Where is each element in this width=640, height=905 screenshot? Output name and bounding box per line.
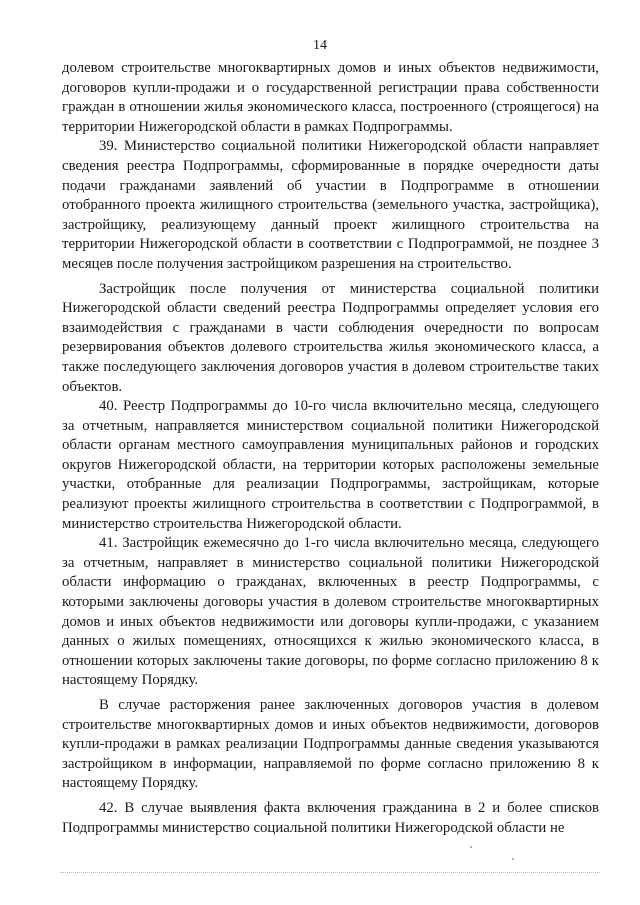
paragraph-39: 39. Министерство социальной политики Нижегородской области направляет сведения реестра Подпрограммы, сформированные в порядке очередности даты подачи гражданами заявлений об участии в Подпрограмме в отношении отобранного проекта жилищного строительства (земельного участка, застройщика), застройщику, реализующему данный проект жилищного строительства на территории Нижегородской области в соответствии с Подпрограммой, не позднее 3 месяцев после получения застройщиком разрешения на строительство. [62,138,599,272]
scan-artifact-line [60,872,600,873]
paragraph-42: 42. В случае выявления факта включения гражданина в 2 и более списков Подпрограммы министерство социальной политики Нижегородской области не [62,799,599,836]
scan-artifact-speck [470,846,472,848]
paragraph-40: 40. Реестр Подпрограммы до 10-го числа включительно месяца, следующего за отчетным, направляется министерством социальной политики Нижегородской области органам местного самоуправления муниципальных районов и городских округов Нижегородской области, на территории которых расположены земельные участки, отобранные для реализации Подпрограммы, застройщикам, которые реализуют проекты жилищного строительства в соответствии с Подпрограммой, в министерство строительства Нижегородской области. [62,398,599,532]
paragraph-developer-conditions: Застройщик после получения от министерства социальной политики Нижегородской области сведений реестра Подпрограммы определяет условия его взаимодействия с гражданами в части соблюдения очередности по вопросам резервирования объектов долевого строительства жилья экономического класса, а также последующего заключения договоров участия в долевом строительстве таких объектов. [62,280,599,395]
scan-artifact-speck [512,858,514,860]
paragraph-continuation: долевом строительстве многоквартирных домов и иных объектов недвижимости, договоров купли-продажи и о государственной регистрации права собственности граждан в отношении жилья экономического класса, построенного (строящегося) на территории Нижегородской области в рамках Подпрограммы. [62,60,599,135]
paragraph-contract-termination: В случае расторжения ранее заключенных договоров участия в долевом строительстве многоквартирных домов и иных объектов недвижимости, договоров купли-продажи в рамках реализации Подпрограммы данные сведения указываются застройщиком в информации, направляемой по форме согласно приложению 8 к настоящему Порядку. [62,697,599,792]
page-number: 14 [313,38,327,53]
paragraph-41: 41. Застройщик ежемесячно до 1-го числа включительно месяца, следующего за отчетным, направляет в министерство социальной политики Нижегородской области информацию о гражданах, включенных в реестр Подпрограммы, с которыми заключены договоры участия в долевом строительстве многоквартирных домов и иных объектов недвижимости или договоры купли-продажи, с указанием данных о жилых помещениях, относящихся к жилью экономического класса, в отношении которых заключены такие договоры, по форме согласно приложению 8 к настоящему Порядку. [62,535,599,689]
document-body [62,59,599,838]
